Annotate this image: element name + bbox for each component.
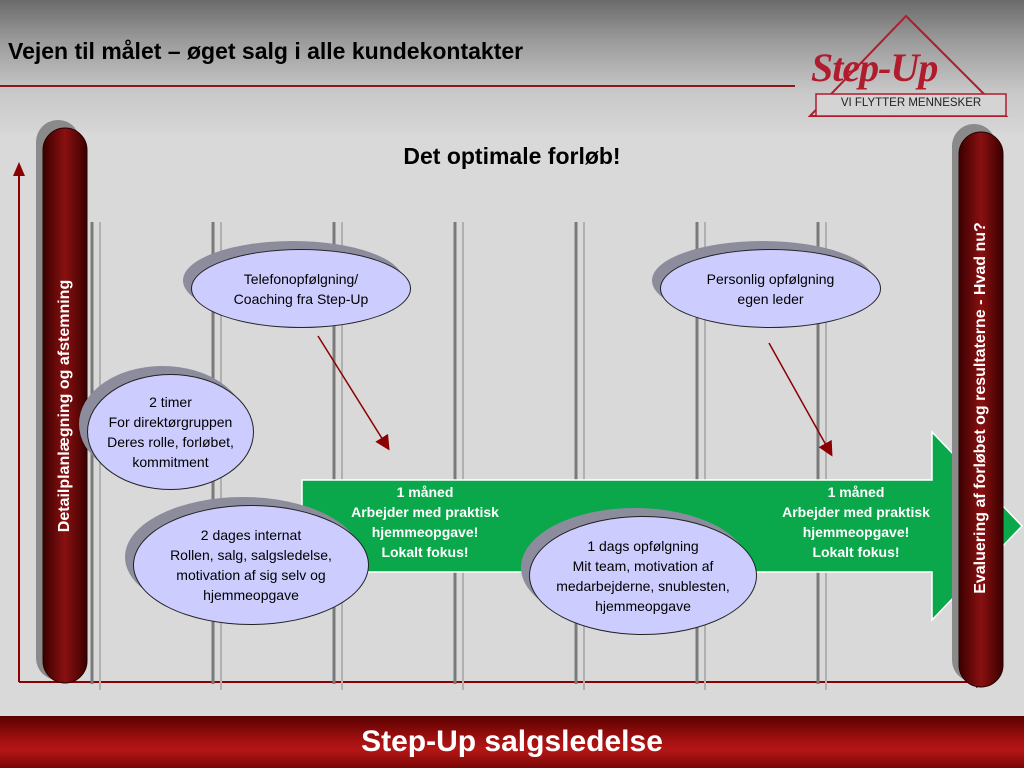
logo-tagline: VI FLYTTER MENNESKER	[840, 97, 982, 109]
ellipse-telefon	[191, 249, 411, 328]
ellipse-followup-text: 1 dags opfølgning Mit team, motivation af medarbejderne, snublesten, hjemmeopgave	[556, 537, 730, 614]
arrow-text-2: 1 måned Arbejder med praktisk hjemmeopgave! Lokalt fokus!	[782, 484, 930, 560]
connector-arrow-2	[769, 343, 831, 454]
y-axis-arrowhead	[13, 162, 25, 176]
connector-arrow-1	[318, 336, 388, 448]
footer-bar	[0, 716, 1024, 768]
right-pill-label: Evaluering af forløbet og resultaterne - Hvad nu?	[972, 222, 989, 594]
ellipse-kickoff	[87, 374, 254, 490]
ellipse-followup	[529, 516, 757, 635]
ellipse-kickoff-text: 2 timer For direktørgruppen Deres rolle, forløbet, kommitment	[107, 394, 234, 470]
ellipse-telefon-text: Telefonopfølgning/ Coaching fra Step-Up	[233, 270, 369, 307]
arrow-text-1: 1 måned Arbejder med praktisk hjemmeopgave! Lokalt fokus!	[351, 484, 499, 560]
page-title: Vejen til målet – øget salg i alle kundekontakter	[8, 38, 524, 64]
ellipse-internat	[133, 505, 369, 625]
ellipse-internat-text: 2 dages internat Rollen, salg, salgsledelse, motivation af sig selv og hjemmeopgave	[170, 527, 332, 603]
ellipse-personlig-text: Personlig opfølgning egen leder	[706, 270, 835, 307]
logo-wordmark: Step-Up	[811, 45, 938, 90]
footer-label: Step-Up salgsledelse	[361, 725, 663, 758]
diagram-subtitle: Det optimale forløb!	[403, 143, 621, 169]
left-pill-label: Detailplanlægning og afstemning	[56, 279, 73, 533]
ellipse-personlig	[660, 249, 881, 328]
